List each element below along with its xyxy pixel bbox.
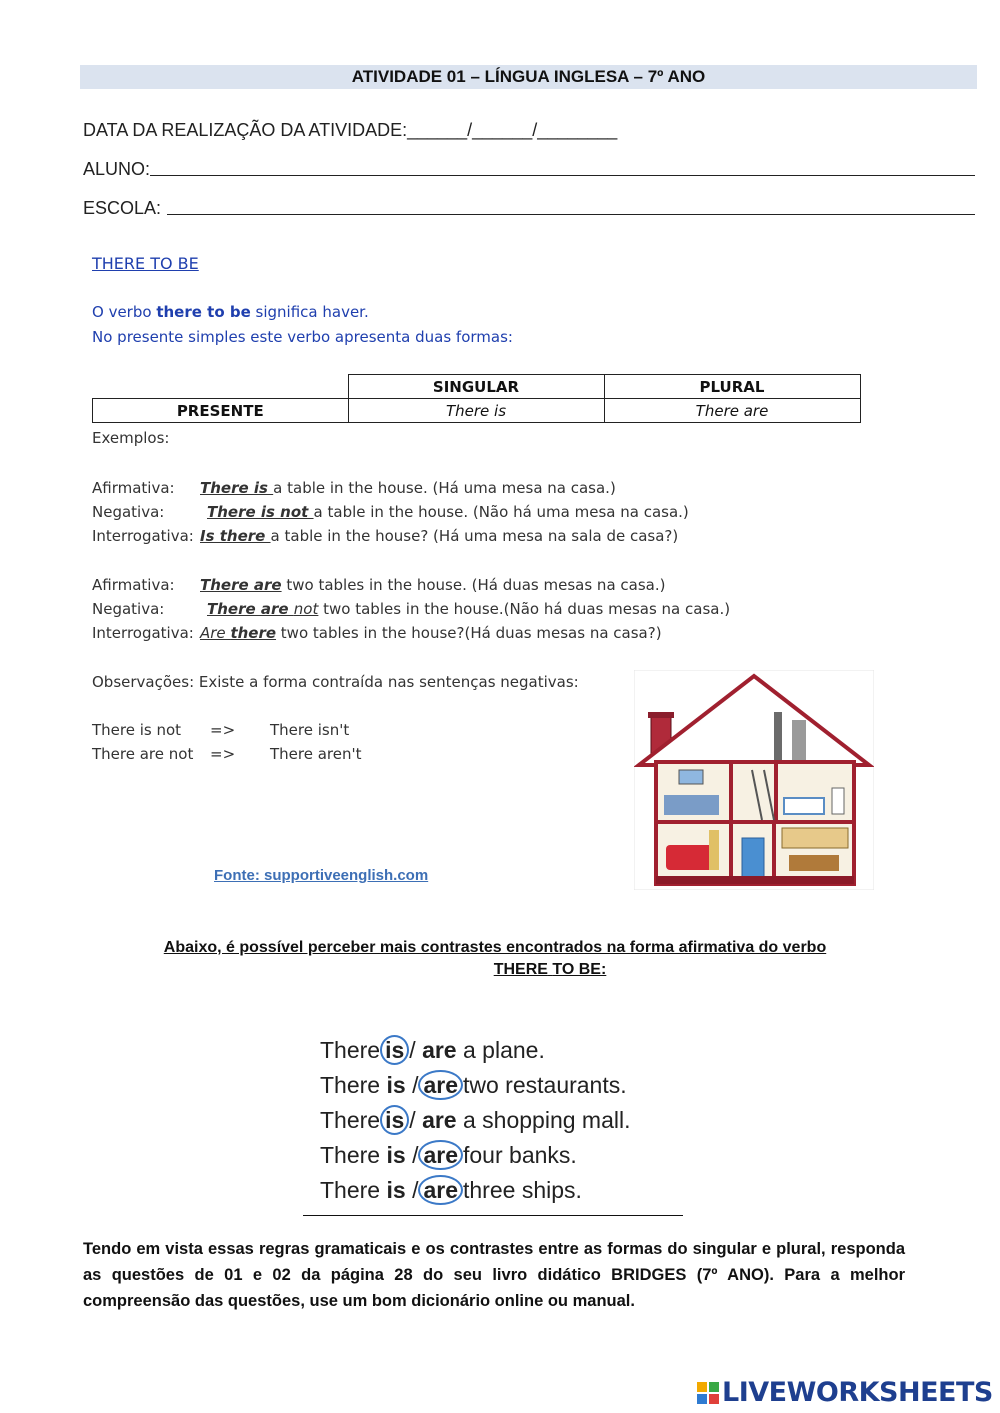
lesson-intro: O verbo there to be significa haver. xyxy=(92,303,369,321)
school-label: ESCOLA: xyxy=(83,198,162,218)
date-field[interactable] xyxy=(83,118,617,142)
forms-table xyxy=(92,374,861,423)
col-singular: SINGULAR xyxy=(348,375,604,399)
date-label: DATA DA REALIZAÇÃO DA ATIVIDADE:______/______/________ xyxy=(83,120,618,140)
example-row: Negativa: There is not a table in the house. (Não há uma mesa na casa.) xyxy=(92,503,689,521)
house-illustration xyxy=(634,670,874,890)
contrast-line: There is / are two restaurants. xyxy=(320,1072,627,1098)
cell-singular: There is xyxy=(348,399,604,423)
contrast-heading: Abaixo, é possível perceber mais contrastes encontrados na forma afirmativa do verbo THERE TO BE: xyxy=(163,939,827,978)
final-instruction: Tendo em vista essas regras gramaticais e os contrastes entre as formas do singular e plural, responda as questões de 01 e 02 da página 28 do seu livro didático BRIDGES (7º ANO). Para a melhor compreensão das questões, use um bom dicionário online ou manual. xyxy=(83,1240,905,1310)
page-title: ATIVIDADE 01 – LÍNGUA INGLESA – 7º ANO xyxy=(80,65,977,89)
lesson-title: THERE TO BE xyxy=(92,254,199,273)
contraction-row: There is not => There isn't xyxy=(92,721,350,739)
school-input-line[interactable] xyxy=(167,196,975,215)
liveworksheets-logo: LIVEWORKSHEETS xyxy=(697,1377,993,1408)
example-row: Interrogativa: Are there two tables in the house?(Há duas mesas na casa?) xyxy=(92,624,662,642)
observations-text: Observações: Existe a forma contraída nas sentenças negativas: xyxy=(92,673,579,691)
logo-icon xyxy=(697,1382,719,1404)
col-plural: PLURAL xyxy=(604,375,860,399)
student-label: ALUNO: xyxy=(83,159,151,179)
student-field[interactable] xyxy=(83,157,975,181)
source-link[interactable]: Fonte: supportiveenglish.com xyxy=(214,867,429,884)
contraction-row: There are not => There aren't xyxy=(92,745,362,763)
contrast-line: There is / are a shopping mall. xyxy=(320,1107,631,1133)
lesson-intro-line2: No presente simples este verbo apresenta duas formas: xyxy=(92,328,513,346)
example-row: Negativa: There are not two tables in the house.(Não há duas mesas na casa.) xyxy=(92,600,731,618)
contrast-line: There is / are four banks. xyxy=(320,1142,577,1168)
contrast-line: There is / are a plane. xyxy=(320,1037,545,1063)
examples-label: Exemplos: xyxy=(92,429,170,447)
cell-plural: There are xyxy=(604,399,860,423)
contrast-line: There is / are three ships. xyxy=(320,1177,582,1203)
example-row: Afirmativa: There is a table in the house. (Há uma mesa na casa.) xyxy=(92,479,616,497)
contrast-examples xyxy=(303,1033,683,1216)
example-row: Interrogativa: Is there a table in the house? (Há uma mesa na sala de casa?) xyxy=(92,527,679,545)
example-row: Afirmativa: There are two tables in the house. (Há duas mesas na casa.) xyxy=(92,576,666,594)
student-input-line[interactable] xyxy=(150,157,975,176)
school-field[interactable] xyxy=(83,196,975,220)
row-presente: PRESENTE xyxy=(93,399,349,423)
